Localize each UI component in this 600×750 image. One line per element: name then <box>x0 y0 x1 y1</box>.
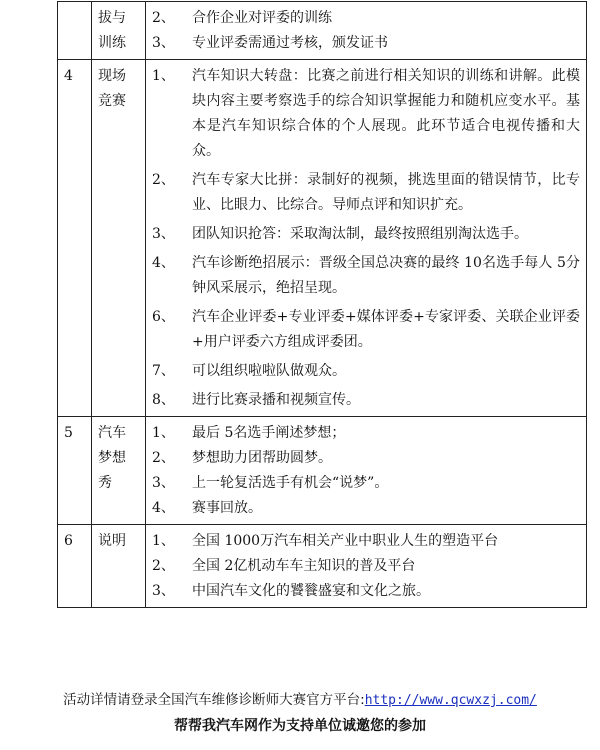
list-item <box>152 222 580 247</box>
list-item-text: 汽车知识大转盘：比赛之前进行相关知识的训练和讲解。此模块内容主要考察选手的综合知识掌握能力和随机应变水平。基本是汽车知识综合体的个人展现。此环节适合电视传播和大众。 <box>192 68 580 159</box>
list-item <box>152 6 580 31</box>
list-item-number: 1、 <box>152 425 175 441</box>
row-number: 5 <box>58 417 92 525</box>
list-item-text: 梦想助力团帮助圆梦。 <box>192 450 332 466</box>
list-item <box>152 471 580 496</box>
row-number <box>58 2 92 60</box>
list-item <box>152 359 580 384</box>
list-item-text: 进行比赛录播和视频宣传。 <box>192 392 360 408</box>
list-item <box>152 529 580 554</box>
list-item-text: 汽车专家大比拼：录制好的视频，挑选里面的错误情节，比专业、比眼力、比综合。导师点评和知识扩充。 <box>192 172 580 213</box>
list-item-text: 汽车企业评委+专业评委+媒体评委+专家评委、关联企业评委+用户评委六方组成评委团。 <box>192 309 580 350</box>
list-item <box>152 388 580 413</box>
list-item <box>152 579 580 604</box>
list-item <box>152 251 580 301</box>
list-item-number: 2、 <box>152 450 175 466</box>
official-site-link[interactable]: http://www.qcwxzj.com/ <box>364 693 537 708</box>
row-content <box>146 525 587 608</box>
list-item-number: 2、 <box>152 10 175 26</box>
list-item-number: 6、 <box>152 309 175 325</box>
table-row <box>58 417 587 525</box>
list-item <box>152 31 580 56</box>
list-item <box>152 446 580 471</box>
footer-invitation: 帮帮我汽车网作为支持单位诚邀您的参加 <box>174 718 426 734</box>
table-body <box>58 2 587 608</box>
list-item <box>152 421 580 446</box>
list-item-text: 中国汽车文化的饕餮盛宴和文化之旅。 <box>192 583 430 599</box>
table-row <box>58 60 587 417</box>
row-number: 6 <box>58 525 92 608</box>
list-item <box>152 64 580 164</box>
row-section-name: 汽车梦想秀 <box>92 417 146 525</box>
row-section-name: 拔与训练 <box>92 2 146 60</box>
list-item-text: 汽车诊断绝招展示：晋级全国总决赛的最终 10名选手每人 5分钟风采展示，绝招呈现。 <box>192 255 580 296</box>
table-row <box>58 2 587 60</box>
list-item-number: 2、 <box>152 558 175 574</box>
list-item-text: 合作企业对评委的训练 <box>192 10 332 26</box>
list-item-text: 赛事回放。 <box>192 500 262 516</box>
list-item-number: 3、 <box>152 475 175 491</box>
row-content <box>146 2 587 60</box>
row-content <box>146 60 587 417</box>
list-item-number: 3、 <box>152 583 175 599</box>
list-item-number: 2、 <box>152 172 175 188</box>
list-item <box>152 305 580 355</box>
row-content <box>146 417 587 525</box>
list-item-number: 1、 <box>152 533 175 549</box>
footer-info-text: 活动详情请登录全国汽车维修诊断师大赛官方平台: <box>63 692 365 708</box>
list-item-text: 全国 1000万汽车相关产业中职业人生的塑造平台 <box>192 533 499 549</box>
list-item-text: 可以组织啦啦队做观众。 <box>192 363 346 379</box>
row-number: 4 <box>58 60 92 417</box>
list-item <box>152 554 580 579</box>
competition-table <box>57 1 587 608</box>
list-item <box>152 496 580 521</box>
list-item-number: 4、 <box>152 255 175 271</box>
list-item <box>152 168 580 218</box>
table-row <box>58 525 587 608</box>
list-item-number: 4、 <box>152 500 175 516</box>
list-item-number: 7、 <box>152 363 175 379</box>
list-item-number: 8、 <box>152 392 175 408</box>
list-item-text: 团队知识抢答：采取淘汰制，最终按照组别淘汰选手。 <box>192 226 528 242</box>
list-item-number: 3、 <box>152 226 175 242</box>
list-item-text: 最后 5名选手阐述梦想； <box>192 425 346 441</box>
list-item-text: 全国 2亿机动车车主知识的普及平台 <box>192 558 416 574</box>
row-section-name: 现场竞赛 <box>92 60 146 417</box>
list-item-number: 1、 <box>152 68 175 84</box>
list-item-number: 3、 <box>152 35 175 51</box>
footer-info-line <box>0 690 600 711</box>
list-item-text: 上一轮复活选手有机会“说梦”。 <box>192 475 389 491</box>
list-item-text: 专业评委需通过考核，颁发证书 <box>192 35 388 51</box>
row-section-name: 说明 <box>92 525 146 608</box>
